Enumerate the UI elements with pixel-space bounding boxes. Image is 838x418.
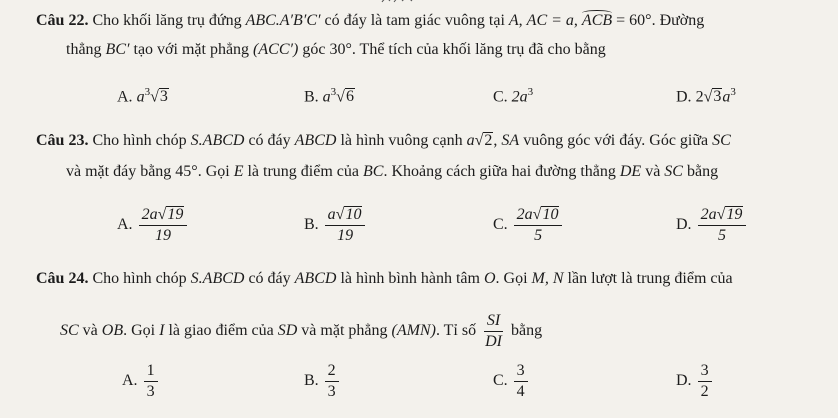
sqrt-sign: √ [703,88,713,106]
q22-line1 [36,11,704,31]
numerator-radicand: 10 [542,206,559,223]
q22-text: có đáy là tam giác vuông tại [320,12,509,29]
q23-text: Cho hình chóp [88,132,191,149]
q23-option-c[interactable] [493,206,564,245]
q22-prism: ABC.A′B′C′ [245,12,321,29]
option-radicand: 6 [345,88,354,106]
q22-label: Câu 22. [36,12,89,29]
q22-plane: (ACC′) [253,41,299,58]
option-letter: B. [304,372,319,390]
q22-ac: AC = a [526,12,574,29]
option-letter: D. [676,216,692,234]
option-fraction [325,362,339,401]
numerator-coef: a [327,206,336,223]
option-letter: D. [676,88,692,106]
q24-text: có đáy [244,270,295,287]
q24-text: và mặt phẳng [297,322,392,340]
denominator: 4 [516,383,525,400]
ratio-numerator: SI [484,312,503,332]
option-letter: A. [122,372,138,390]
option-fraction: $\frac{a√10}{19}$ [325,206,366,245]
option-base: a [136,88,145,106]
sqrt-sign: √ [150,88,159,106]
q24-option-c[interactable] [493,362,530,401]
option-base: a [322,88,331,106]
q23-sa: SA [501,132,520,149]
q22-line2 [66,40,606,60]
q23-text: . Khoảng cách giữa hai đường thẳng [383,163,620,180]
option-radicand: 3 [159,88,168,106]
q24-option-d[interactable] [676,362,714,401]
denominator: 5 [717,227,726,244]
option-fraction [698,362,712,401]
option-coef: 2 [695,88,704,106]
q24-ob: OB [101,322,124,340]
option-letter: C. [493,88,508,106]
numerator-radicand: 10 [345,206,362,223]
option-letter: B. [304,216,319,234]
q24-text: . Gọi [495,270,532,287]
option-base: a [722,88,731,106]
q24-mn: M, N [531,270,564,287]
q23-option-a[interactable] [117,206,189,245]
q24-plane: (AMN) [391,322,436,340]
q23-de: DE [619,163,642,180]
option-fraction: $\frac{2a√19}{19}$ [139,206,188,245]
denominator: 19 [337,227,354,244]
numerator: 3 [698,362,712,382]
q23-label: Câu 23. [36,132,89,149]
q23-sc: SC [712,132,731,149]
q24-center: O [483,270,496,287]
numerator-coef: 2a [141,206,158,223]
q24-ratio [482,312,505,351]
q24-sd: SD [277,322,298,340]
sqrt-sign: √ [336,88,345,106]
q22-text: , [518,12,527,29]
q22-angle-value: = 60° [612,12,652,29]
denominator: 3 [146,383,155,400]
numerator-coef: 2a [516,206,533,223]
q23-line2 [66,162,718,182]
option-exp: 3 [730,86,736,98]
q23-text: và mặt đáy bằng [66,163,176,180]
q22-text: . Đường [651,12,705,29]
q23-option-b[interactable] [304,206,367,245]
numerator-radicand: 19 [726,206,743,223]
denominator: 5 [534,227,543,244]
q22-bc: BC′ [105,41,130,58]
q24-text: là giao điểm của [164,322,278,340]
q22-degree: 30° [329,41,352,58]
q24-line2 [60,312,542,351]
q22-sep: , [573,12,582,29]
option-fraction: $\frac{2a√10}{5}$ [514,206,563,245]
ratio-denominator: DI [485,333,502,350]
q22-text: . Thể tích của khối lăng trụ đã cho bằng [351,41,606,58]
q23-line1 [36,131,731,151]
option-letter: B. [304,88,319,106]
q24-base: ABCD [294,270,337,287]
q23-text: có đáy [244,132,295,149]
q23-text: là trung điểm của [243,163,363,180]
q23-text: là hình vuông cạnh [336,132,467,149]
q23-text: . Gọi [197,163,234,180]
q22-text: góc [298,41,330,58]
option-letter: A. [117,216,133,234]
q24-pyramid: S.ABCD [190,270,245,287]
option-letter: C. [493,216,508,234]
q24-text: . Tỉ số [435,322,481,340]
q22-angle: ACB [581,12,613,29]
q23-side-radicand: 2 [484,132,493,149]
numerator: 2 [325,362,339,382]
numerator-coef: 2a [700,206,717,223]
top-scan-mark [380,0,420,4]
q23-text: vuông góc với đáy. Góc giữa [519,132,713,149]
option-exp: 3 [527,86,534,98]
option-letter: C. [493,372,508,390]
q24-option-a[interactable] [122,362,160,401]
numerator: 1 [144,362,158,382]
q22-text: tạo với mặt phẳng [129,41,254,58]
option-letter: D. [676,372,692,390]
option-fraction: $\frac{2a√19}{5}$ [698,206,747,245]
q24-text: . Gọi [123,322,160,340]
option-base: 2a [511,88,528,106]
denominator: 19 [154,227,171,244]
option-letter: A. [117,88,133,106]
numerator: 3 [514,362,528,382]
q23-text: bằng [682,163,719,180]
denominator: 3 [327,383,336,400]
q22-vertex: A [508,12,519,29]
q23-base: ABCD [294,132,337,149]
q22-text: thẳng [66,41,106,58]
q24-line1 [36,269,733,289]
option-radicand: 3 [713,88,722,106]
q24-text: và [78,322,102,340]
q24-label: Câu 24. [36,270,89,287]
q24-text: lần lượt là trung điểm của [563,270,733,287]
q24-option-b[interactable] [304,362,341,401]
sqrt-sign: √ [474,132,484,149]
denominator: 2 [700,383,709,400]
q23-bc: BC [363,163,384,180]
option-exp: 3 [330,86,337,98]
q24-text: Cho hình chóp [88,270,191,287]
q24-text: bằng [506,322,543,340]
numerator-radicand: 19 [167,206,184,223]
q23-point-e: E [233,163,244,180]
q23-text: , [493,132,502,149]
option-fraction [514,362,528,401]
option-exp: 3 [144,86,151,98]
q23-side: a [466,132,475,149]
q24-sc: SC [60,322,79,340]
q23-degree: 45° [175,163,198,180]
option-fraction [144,362,158,401]
q23-text: và [641,163,665,180]
q23-option-d[interactable] [676,206,748,245]
q23-pyramid: S.ABCD [190,132,245,149]
q22-option-d[interactable] [676,82,736,107]
q22-option-a[interactable] [117,82,169,107]
q24-text: là hình bình hành tâm [336,270,484,287]
q24-point-i: I [159,322,165,340]
q22-option-b[interactable] [304,82,355,107]
q22-text: Cho khối lăng trụ đứng [88,12,246,29]
q22-option-c[interactable] [493,82,533,107]
q23-sc: SC [664,163,683,180]
